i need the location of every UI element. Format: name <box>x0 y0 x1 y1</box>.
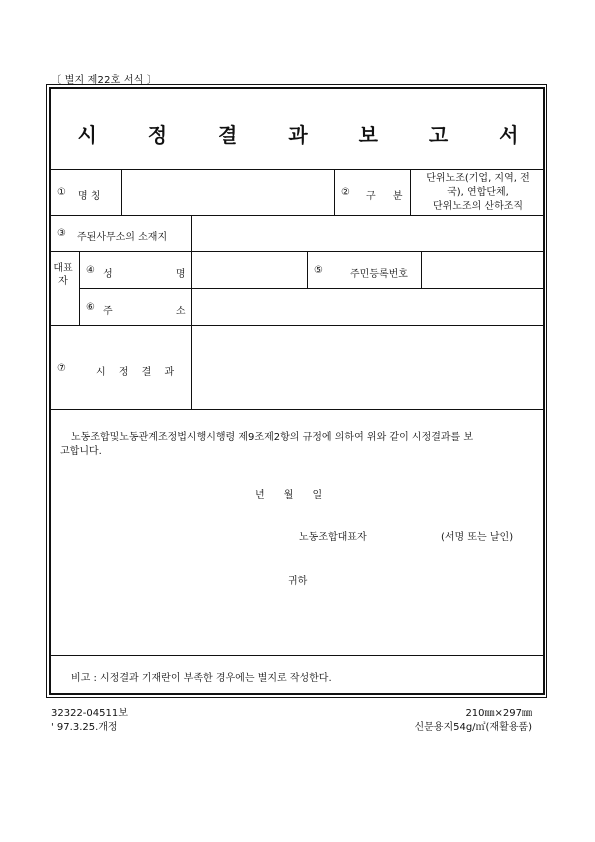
rule-result-bottom <box>49 409 545 410</box>
rule-rep-middle <box>79 288 545 289</box>
category-number: ② <box>341 187 350 198</box>
rule-row1-v1 <box>121 169 122 215</box>
name-number: ① <box>57 187 66 198</box>
statement-line-1: 노동조합및노동관계조정법시행시행령 제9조제2항의 규정에 의하여 위와 같이 시정결과를 보 <box>71 432 474 443</box>
rep-id-label: 주민등록번호 <box>350 269 408 280</box>
rule-result-v1 <box>191 325 192 409</box>
rep-id-field[interactable] <box>423 253 545 286</box>
category-label: 구 분 <box>366 191 403 202</box>
rule-statement-bottom <box>49 655 545 656</box>
office-number: ③ <box>57 228 66 239</box>
name-label: 명 칭 <box>78 191 101 202</box>
sign-note: (서명 또는 날인) <box>441 532 514 543</box>
form-code: 32322-04511보 <box>51 708 128 719</box>
rule-title-bottom <box>49 169 545 170</box>
report-date: 년 월 일 <box>255 490 323 501</box>
rep-id-number: ⑤ <box>314 265 323 276</box>
paper-spec: 신문용지54g/㎡(재활용품) <box>414 722 532 733</box>
result-number: ⑦ <box>57 363 66 374</box>
rule-rep-v3 <box>421 251 422 288</box>
statement-line-2: 고합니다. <box>60 446 102 457</box>
result-field[interactable] <box>193 327 545 407</box>
paper-size: 210㎜×297㎜ <box>465 708 532 719</box>
rule-rep-v2 <box>307 251 308 288</box>
signature-field[interactable] <box>370 524 430 540</box>
form-title: 시 정 결 과 보 고 서 <box>77 123 541 147</box>
category-option-line-1: 단위노조(기업, 지역, 전 <box>426 173 530 184</box>
rule-row1-bottom <box>49 215 545 216</box>
name-field[interactable] <box>123 171 332 213</box>
signer-label: 노동조합대표자 <box>299 532 367 543</box>
category-option-line-2: 국), 연합단체, <box>447 187 509 198</box>
office-address-field[interactable] <box>193 217 545 249</box>
rule-row2-bottom <box>49 251 545 252</box>
rep-name-label: 성 명 <box>103 269 186 280</box>
rep-address-field[interactable] <box>193 290 545 323</box>
rule-rep-bottom <box>49 325 545 326</box>
result-label: 시 정 결 과 <box>96 367 175 378</box>
rep-address-number: ⑥ <box>86 302 95 313</box>
category-option-line-3: 단위노조의 산하조직 <box>432 201 524 212</box>
remark-note: 비고 : 시정결과 기재란이 부족한 경우에는 별지로 작성한다. <box>71 673 332 684</box>
office-label: 주된사무소의 소재지 <box>77 232 168 243</box>
rep-name-number: ④ <box>86 265 95 276</box>
rule-row2-v1 <box>191 215 192 251</box>
rep-address-label: 주 소 <box>103 306 186 317</box>
rule-rep-v0 <box>79 251 80 325</box>
rule-rep-v1 <box>191 251 192 325</box>
rule-row1-v2 <box>334 169 335 215</box>
category-options[interactable] <box>411 172 545 214</box>
revision-date: ' 97.3.25.개정 <box>51 722 118 733</box>
form-number-label: 〔 별지 제22호 서식 〕 <box>51 75 158 86</box>
rep-name-field[interactable] <box>193 253 305 286</box>
recipient-label: 귀하 <box>288 576 308 587</box>
representative-group-label: 대표자 <box>53 263 73 287</box>
